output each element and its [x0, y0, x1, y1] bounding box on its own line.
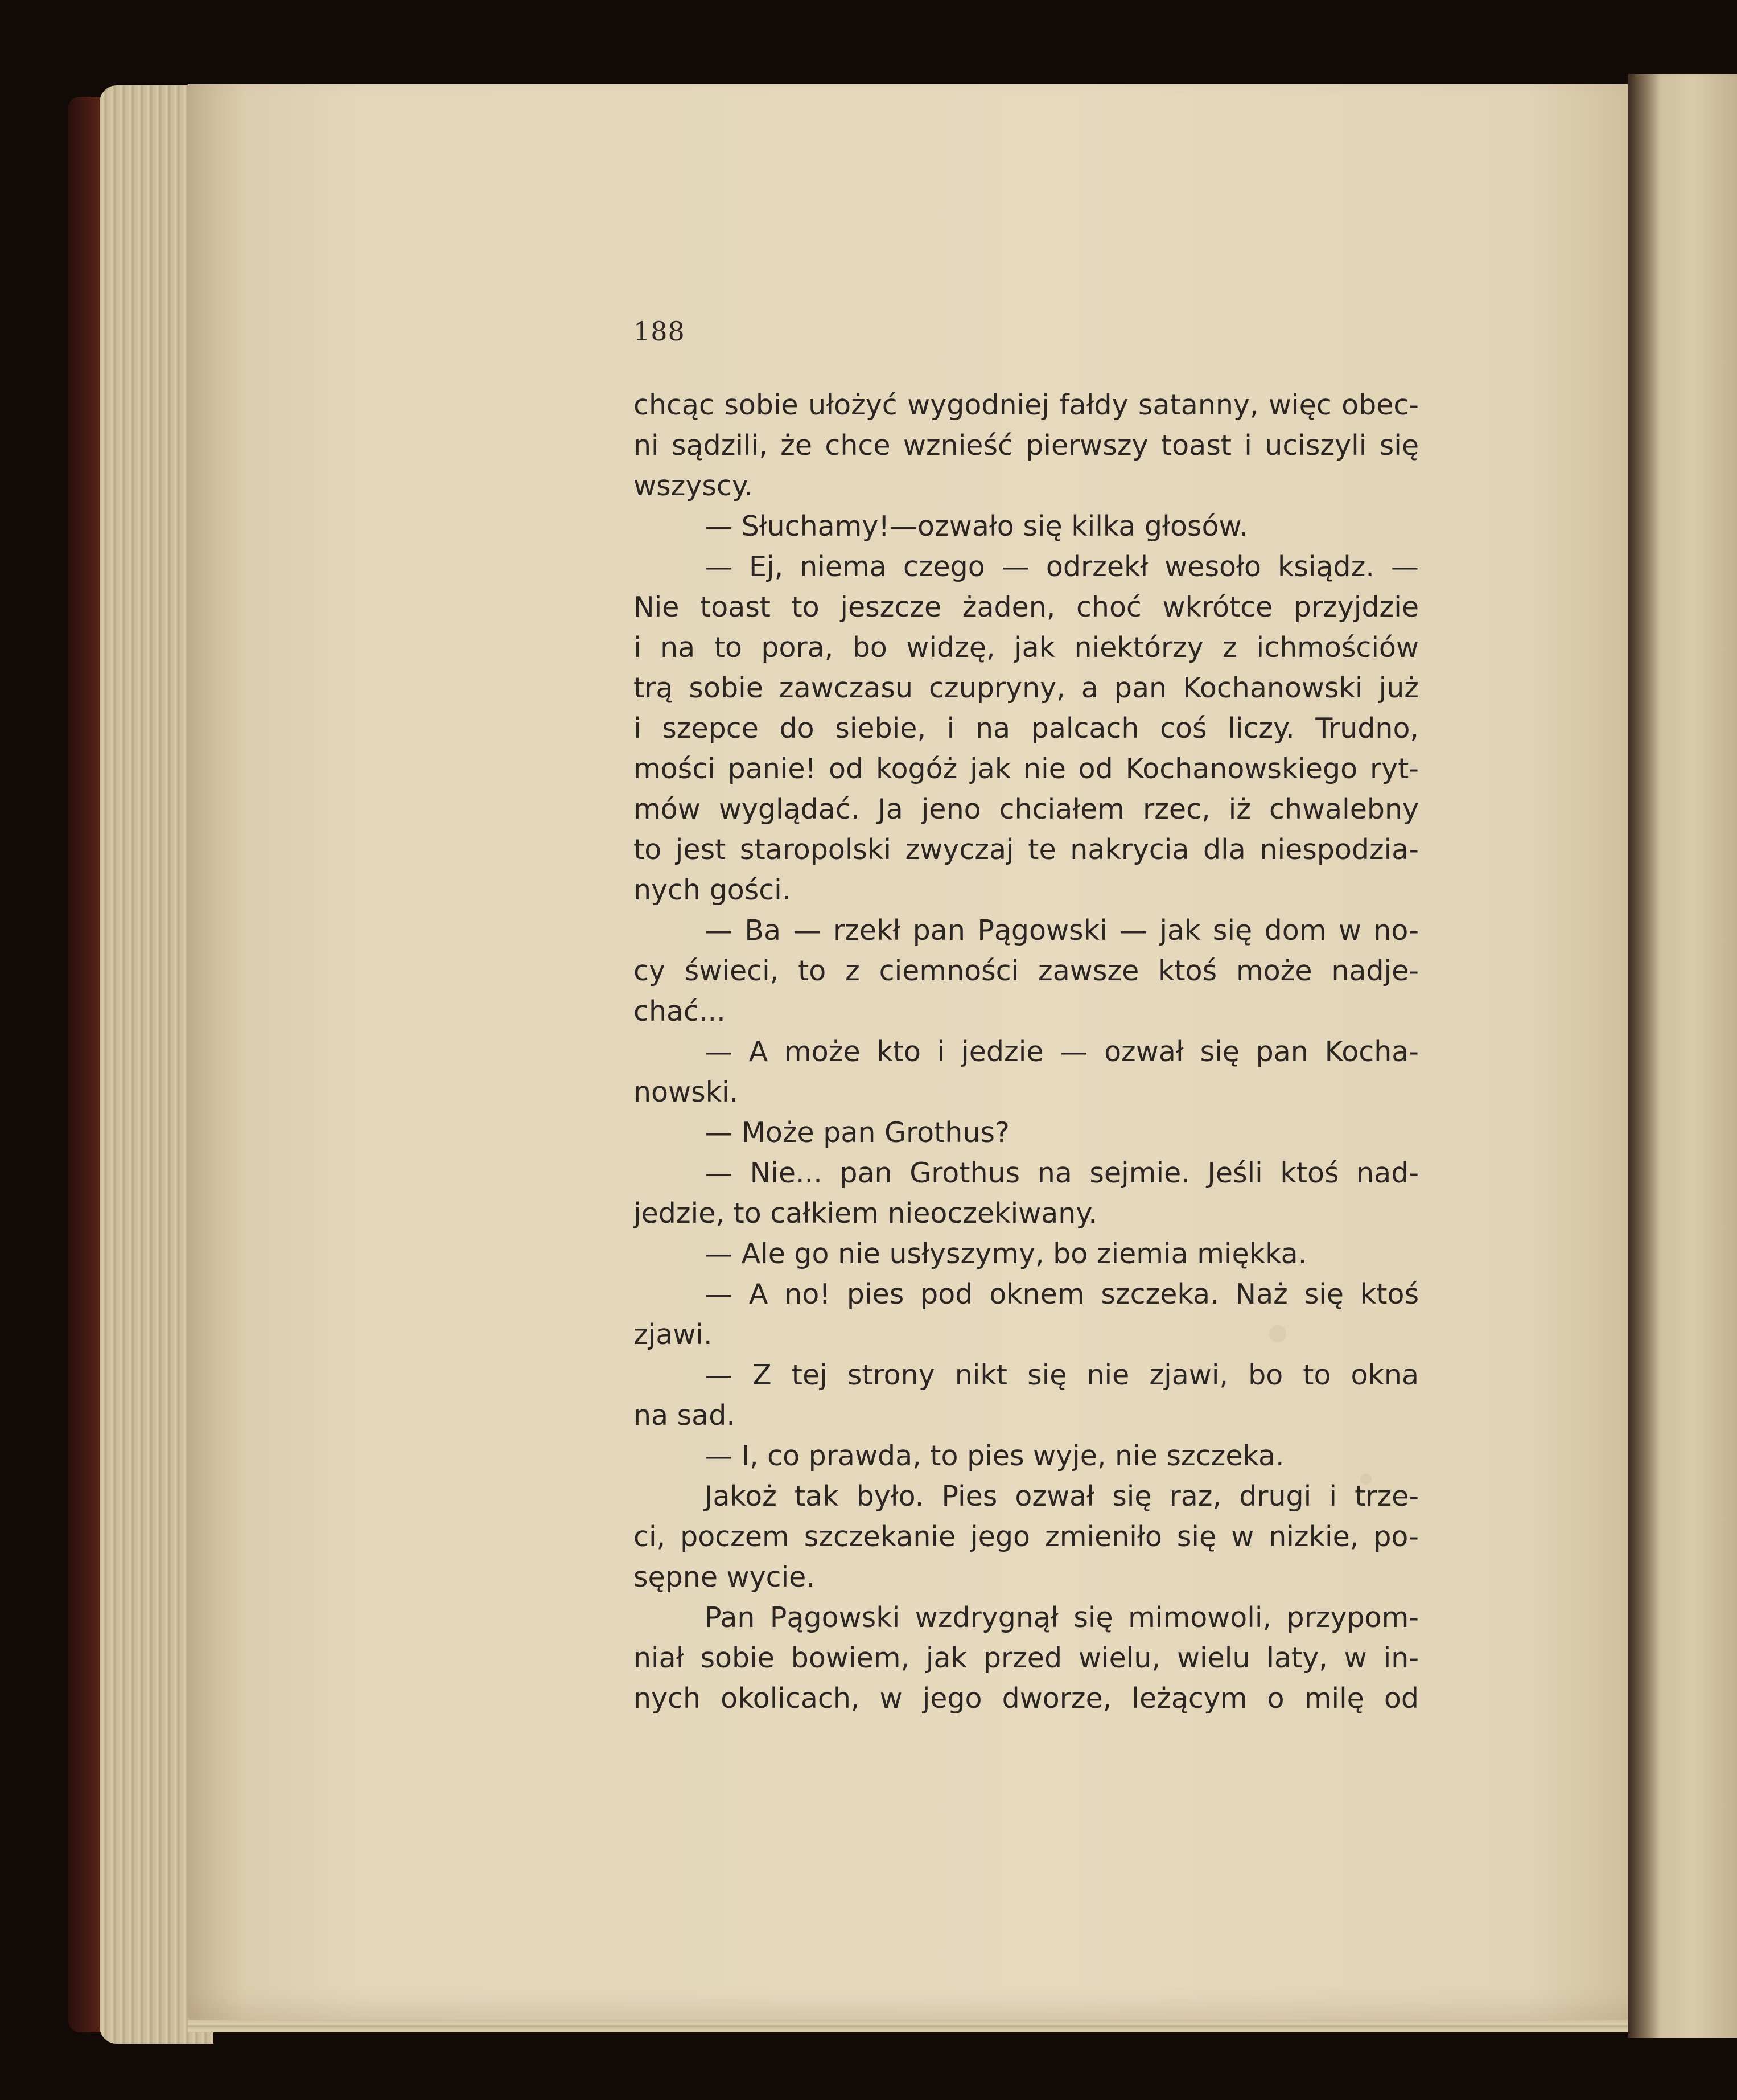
- text-line: nowski.: [633, 1076, 739, 1108]
- text-line: — Ale go nie usłyszymy, bo ziemia miękka.: [705, 1238, 1307, 1270]
- text-line: chać...: [633, 995, 726, 1028]
- text-line: i na to pora, bo widzę, jak niektórzy z ichmościów: [633, 631, 1419, 664]
- text-line: wszyscy.: [633, 470, 754, 502]
- text-line: ci, poczem szczekanie jego zmieniło się w nizkie, po-: [633, 1520, 1419, 1553]
- text-line: zjawi.: [633, 1318, 713, 1351]
- text-line: i szepce do siebie, i na palcach coś liczy. Trudno,: [633, 712, 1419, 745]
- text-line: na sad.: [633, 1399, 735, 1432]
- text-line: nych gości.: [633, 874, 791, 906]
- text-line: — Ej, niema czego — odrzekł wesoło ksiądz. —: [705, 550, 1419, 583]
- text-line: ni sądzili, że chce wznieść pierwszy toast i uciszyli się: [633, 429, 1419, 462]
- text-line: Pan Pągowski wzdrygnął się mimowoli, przypom-: [705, 1601, 1419, 1634]
- text-line: trą sobie zawczasu czupryny, a pan Kochanowski już: [633, 672, 1419, 704]
- text-line: cy świeci, to z ciemności zawsze ktoś może nadje-: [633, 955, 1419, 987]
- text-line: — Może pan Grothus?: [705, 1116, 1010, 1149]
- text-line: to jest staropolski zwyczaj te nakrycia dla niespodzia-: [633, 833, 1419, 866]
- text-line: chcąc sobie ułożyć wygodniej fałdy satanny, więc obec-: [633, 389, 1419, 421]
- text-line: Jakoż tak było. Pies ozwał się raz, drugi i trze-: [705, 1480, 1419, 1513]
- facing-page-edge: [1628, 74, 1737, 2038]
- text-line: mości panie! od kogóż jak nie od Kochanowskiego ryt-: [633, 753, 1419, 785]
- text-line: Nie toast to jeszcze żaden, choć wkrótce przyjdzie: [633, 591, 1419, 623]
- text-line: mów wyglądać. Ja jeno chciałem rzec, iż chwalebny: [633, 793, 1419, 825]
- text-line: jedzie, to całkiem nieoczekiwany.: [633, 1197, 1097, 1230]
- text-line: — Nie... pan Grothus na sejmie. Jeśli ktoś nad-: [705, 1157, 1419, 1189]
- text-line: — I, co prawda, to pies wyje, nie szczeka.: [705, 1440, 1285, 1472]
- text-line: nych okolicach, w jego dworze, leżącym o milę od: [633, 1682, 1419, 1715]
- text-line: — A może kto i jedzie — ozwał się pan Kocha-: [705, 1035, 1419, 1068]
- page-text: [633, 385, 1419, 1719]
- text-line: — Słuchamy!—ozwało się kilka głosów.: [705, 510, 1248, 543]
- text-line: niał sobie bowiem, jak przed wielu, wielu laty, w in-: [633, 1642, 1419, 1674]
- text-line: — Ba — rzekł pan Pągowski — jak się dom w no-: [705, 914, 1419, 947]
- text-line: — Z tej strony nikt się nie zjawi, bo to okna: [705, 1359, 1419, 1391]
- text-line: sępne wycie.: [633, 1561, 815, 1593]
- page-number: 188: [633, 316, 685, 347]
- text-line: — A no! pies pod oknem szczeka. Naż się ktoś: [705, 1278, 1419, 1310]
